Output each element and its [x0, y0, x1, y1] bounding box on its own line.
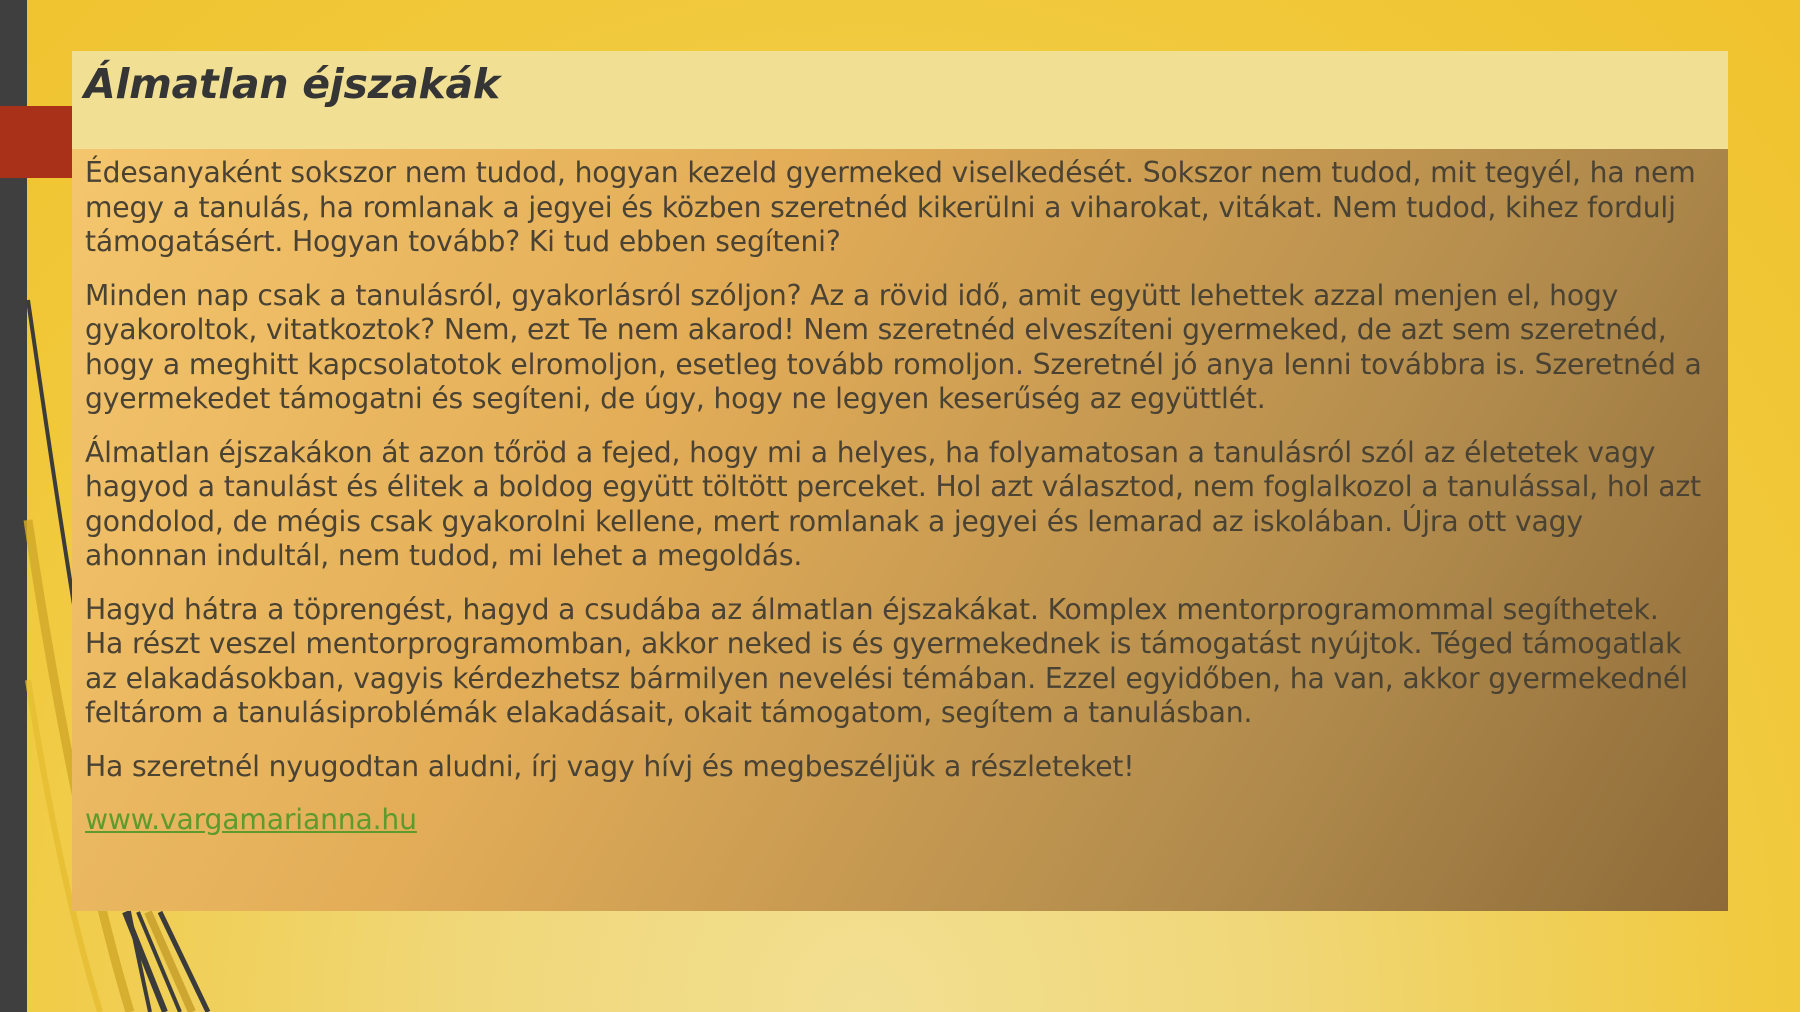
website-link[interactable]: www.vargamarianna.hu — [85, 803, 417, 836]
paragraph-4: Hagyd hátra a töprengést, hagyd a csudába az álmatlan éjszakákat. Komplex mentorprogramommal segíthetek. Ha részt veszel mentorprogramomban, akkor neked is és gyermekednek is támogatást nyújtok. Téged támogatlak az elakadásokban, vagyis kérdezhetsz bármilyen nevelési témában. Ezzel egyidőben, ha van, akkor gyermekednél feltárom a tanulásiproblémák elakadásait, okait támogatom, segítem a tanulásban. — [85, 592, 1688, 729]
website-line — [85, 803, 1705, 838]
paragraph-5: Ha szeretnél nyugodtan aludni, írj vagy hívj és megbeszéljük a részleteket! — [85, 749, 1135, 783]
accent-block — [0, 106, 72, 178]
paragraph-1: Édesanyaként sokszor nem tudod, hogyan kezeld gyermeked viselkedését. Sokszor nem tudod, mit tegyél, ha nem megy a tanulás, ha romlanak a jegyei és közben szeretnéd kikerülni a viharokat, vitákat. Nem tudod, kihez fordulj támogatásért. Hogyan tovább? Ki tud ebben segíteni? — [85, 156, 1696, 258]
slide-body — [85, 156, 1705, 857]
paragraph-3: Álmatlan éjszakákon át azon tőröd a fejed, hogy mi a helyes, ha folyamatosan a tanulásról szól az életetek vagy hagyod a tanulást és élitek a boldog együtt töltött perceket. Hol azt választod, nem foglalkozol a tanulással, hol azt gondolod, de mégis csak gyakorolni kellene, mert romlanak a jegyei és lemarad az iskolában. Újra ott vagy ahonnan indultál, nem tudod, mi lehet a megoldás. — [85, 435, 1701, 572]
paragraph-2: Minden nap csak a tanulásról, gyakorlásról szóljon? Az a rövid idő, amit együtt lehettek azzal menjen el, hogy gyakoroltok, vitatkoztok? Nem, ezt Te nem akarod! Nem szeretnéd elveszíteni gyermeked, de azt sem szeretnéd, hogy a meghitt kapcsolatotok elromoljon, esetleg tovább romoljon. Szeretnél jó anya lenni továbbra is. Szeretnéd a gyermekedet támogatni és segíteni, de úgy, hogy ne legyen keserűség az együttlét. — [85, 278, 1702, 415]
slide-title: Álmatlan éjszakák — [84, 60, 500, 108]
